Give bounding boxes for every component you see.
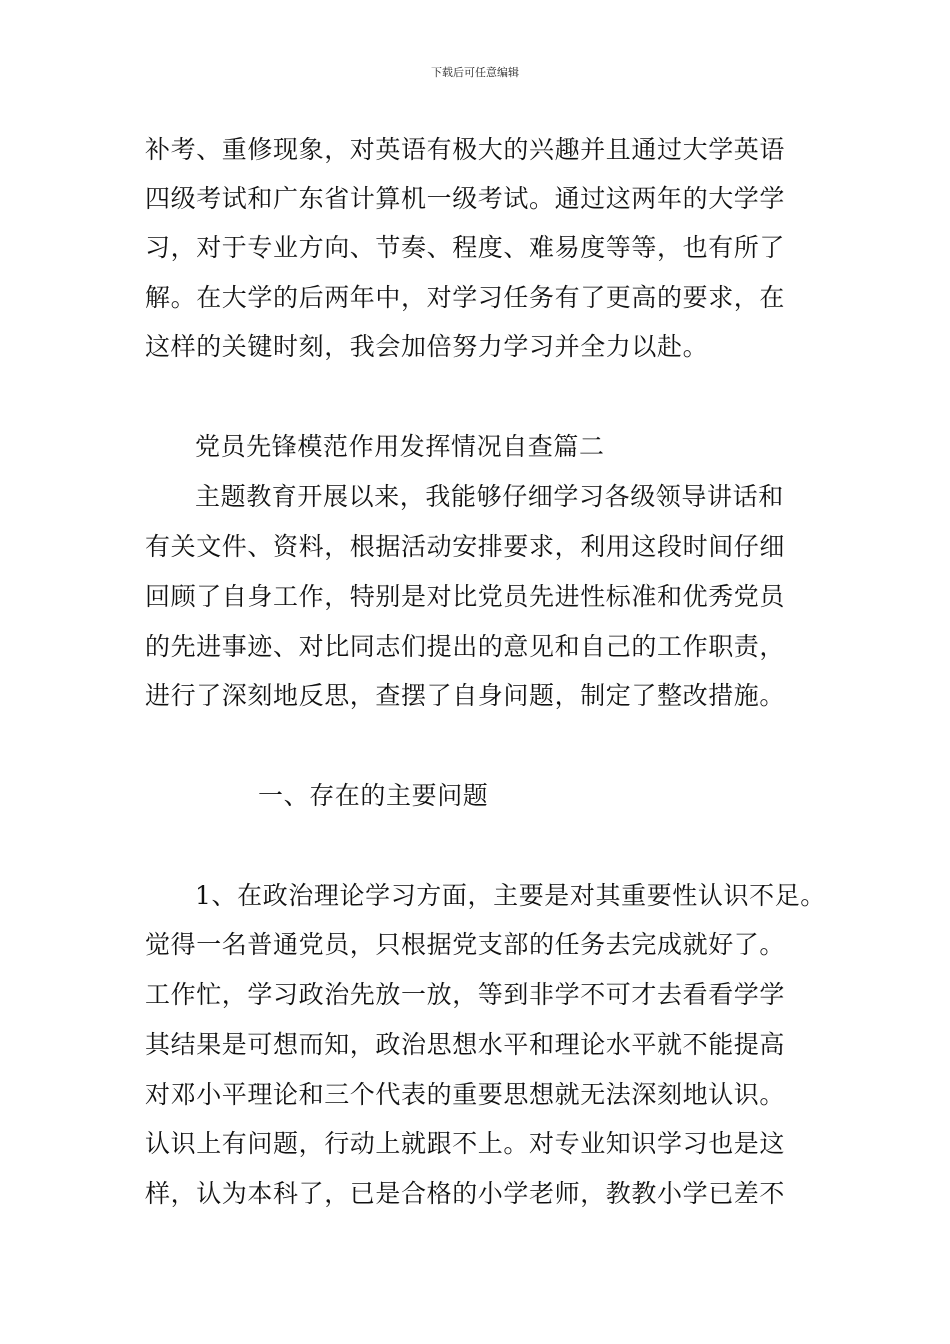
paragraph-line: 对邓小平理论和三个代表的重要思想就无法深刻地认识。: [145, 1080, 786, 1109]
paragraph-line: 四级考试和广东省计算机一级考试。通过这两年的大学学: [145, 184, 786, 213]
paragraph-line: 觉得一名普通党员，只根据党支部的任务去完成就好了。: [145, 930, 786, 959]
paragraph-line: 主题教育开展以来，我能够仔细学习各级领导讲话和: [195, 482, 784, 511]
section-heading: 一、存在的主要问题: [258, 781, 489, 810]
paragraph-line: 认识上有问题，行动上就跟不上。对专业知识学习也是这: [145, 1129, 786, 1158]
paragraph-line: 的先进事迹、对比同志们提出的意见和自己的工作职责，: [145, 632, 786, 661]
paragraph-line: 有关文件、资料，根据活动安排要求，利用这段时间仔细: [145, 532, 786, 561]
section-title: 党员先锋模范作用发挥情况自查篇二: [195, 432, 605, 461]
paragraph-line: 这样的关键时刻，我会加倍努力学习并全力以赴。: [145, 332, 709, 361]
paragraph-line: 回顾了自身工作，特别是对比党员先进性标准和优秀党员: [145, 582, 786, 611]
page-header: 下载后可任意编辑: [431, 66, 519, 79]
paragraph-line: 补考、重修现象，对英语有极大的兴趣并且通过大学英语: [145, 135, 786, 164]
paragraph-line: 进行了深刻地反思，查摆了自身问题，制定了整改措施。: [145, 681, 786, 710]
paragraph-line: 工作忙，学习政治先放一放，等到非学不可才去看看学学: [145, 980, 786, 1009]
paragraph-line: 样，认为本科了，已是合格的小学老师，教教小学已差不: [145, 1179, 786, 1208]
paragraph-line: 1、在政治理论学习方面，主要是对其重要性认识不足。: [195, 881, 826, 910]
paragraph-line: 解。在大学的后两年中，对学习任务有了更高的要求，在: [145, 283, 786, 312]
paragraph-line: 其结果是可想而知，政治思想水平和理论水平就不能提高: [145, 1030, 786, 1059]
paragraph-line: 习，对于专业方向、节奏、程度、难易度等等，也有所了: [145, 233, 786, 262]
